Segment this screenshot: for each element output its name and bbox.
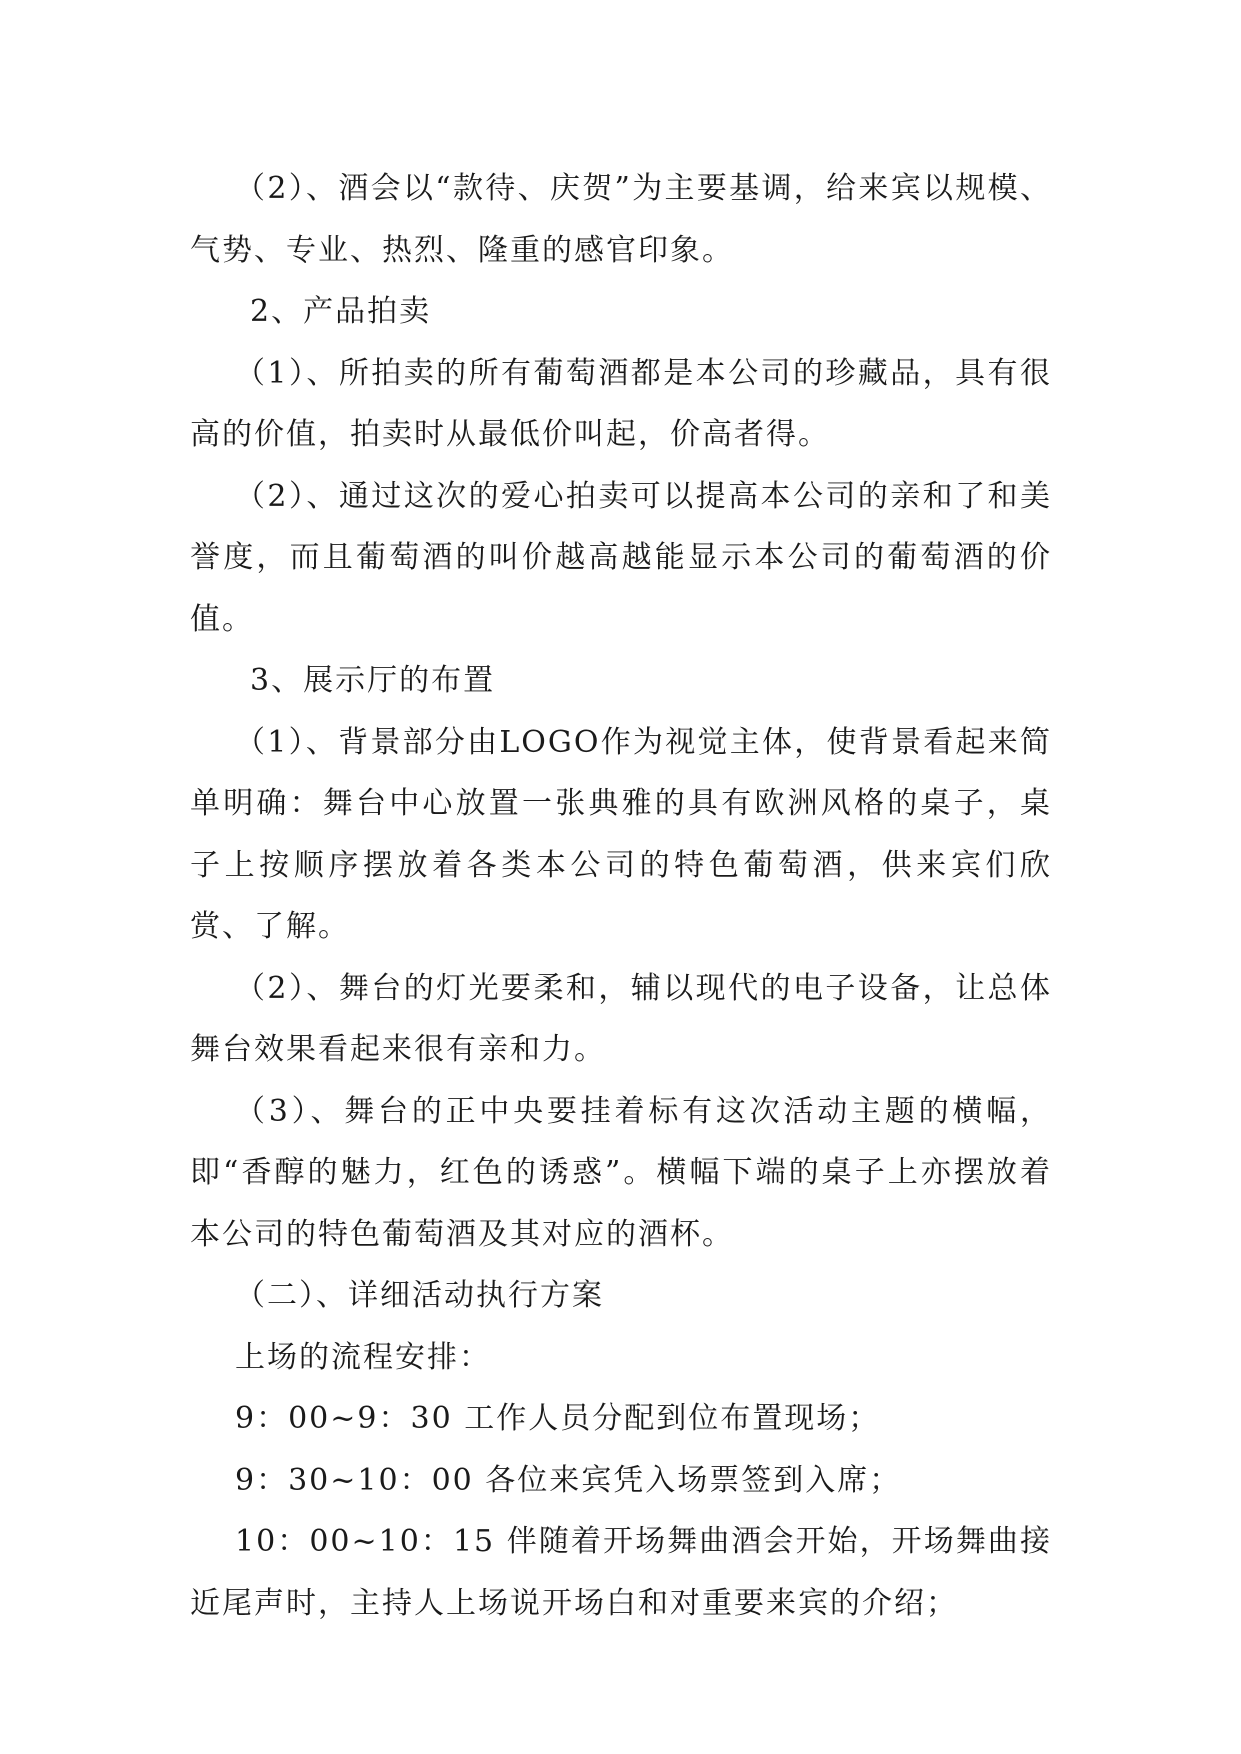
paragraph-schedule-intro: 上场的流程安排： bbox=[235, 1339, 491, 1375]
paragraph-background-logo: （1）、背景部分由LOGO作为视觉主体，使背景看起来简单明确：舞台中心放置一张典雅的具有欧洲风格的桌子，桌子上按顺序摆放着各类本公司的特色葡萄酒，供来宾们欣赏、了解。 bbox=[190, 724, 1052, 944]
document-body bbox=[190, 158, 1052, 1634]
paragraph-stage-lighting: （2）、舞台的灯光要柔和，辅以现代的电子设备，让总体舞台效果看起来很有亲和力。 bbox=[190, 970, 1052, 1067]
paragraph-auction-items: （1）、所拍卖的所有葡萄酒都是本公司的珍藏品，具有很高的价值，拍卖时从最低价叫起，价高者得。 bbox=[190, 355, 1052, 452]
paragraph-reception-tone: （2）、酒会以“款待、庆贺”为主要基调，给来宾以规模、气势、专业、热烈、隆重的感官印象。 bbox=[190, 171, 1052, 268]
schedule-item-setup: 9：00~9：30 工作人员分配到位布置现场； bbox=[235, 1401, 881, 1436]
heading-hall-layout: 3、展示厅的布置 bbox=[250, 663, 496, 698]
heading-execution-plan: （二）、详细活动执行方案 bbox=[235, 1278, 604, 1313]
schedule-item-opening: 10：00~10：15 伴随着开场舞曲酒会开始，开场舞曲接近尾声时，主持人上场说开场白和对重要来宾的介绍； bbox=[190, 1524, 1052, 1621]
schedule-item-checkin: 9：30~10：00 各位来宾凭入场票签到入席； bbox=[235, 1462, 902, 1498]
paragraph-auction-reputation: （2）、通过这次的爱心拍卖可以提高本公司的亲和了和美誉度，而且葡萄酒的叫价越高越能显示本公司的葡萄酒的价值。 bbox=[190, 478, 1052, 637]
paragraph-stage-banner: （3）、舞台的正中央要挂着标有这次活动主题的横幅，即“香醇的魅力，红色的诱惑”。横幅下端的桌子上亦摆放着本公司的特色葡萄酒及其对应的酒杯。 bbox=[190, 1093, 1052, 1252]
heading-product-auction: 2、产品拍卖 bbox=[250, 294, 432, 329]
